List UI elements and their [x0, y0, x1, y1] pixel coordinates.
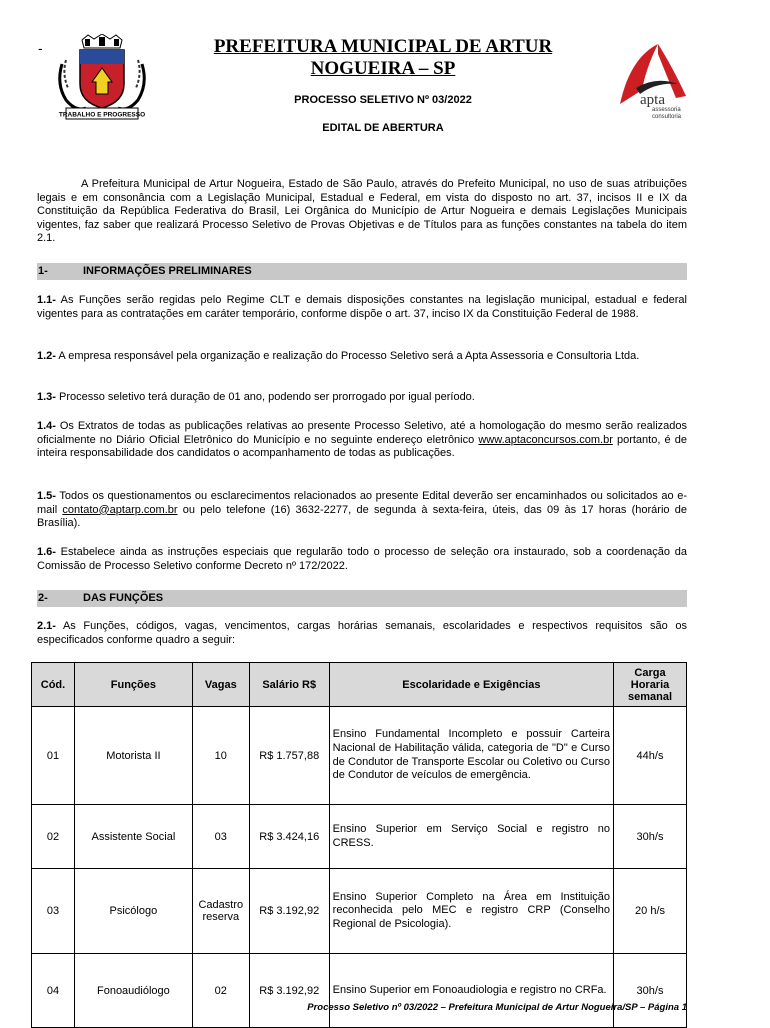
item-1-2: 1.2- A empresa responsável pela organização e realização do Processo Seletivo será a Apta Assessoria e Consultoria Ltda.: [37, 350, 640, 362]
item-2-1: 2.1- As Funções, códigos, vagas, vencimentos, cargas horárias semanais, escolaridades e respectivos requisitos são os especificados conforme quadro a seguir:: [37, 620, 687, 646]
item-1-3: 1.3- Processo seletivo terá duração de 01 ano, podendo ser prorrogado por igual período.: [37, 391, 475, 403]
section-1-label: INFORMAÇÕES PRELIMINARES: [83, 265, 252, 277]
header-cod: Cód.: [32, 663, 75, 707]
functions-table: [31, 662, 687, 1028]
header-vagas: Vagas: [192, 663, 249, 707]
apta-logo-icon: [612, 38, 696, 120]
table-header-row: [32, 663, 687, 707]
item-1-1: 1.1- As Funções serão regidas pelo Regime CLT e demais disposições constantes na legislação municipal, estadual e federal vigentes para as contratações em caráter temporário, conforme dispõe o art. 37, inciso IX da Constituição Federal de 1988.: [37, 294, 687, 320]
section-2-header: [37, 590, 687, 607]
table-row: 04 Fonoaudiólogo 02 R$ 3.192,92 Ensino Superior em Fonoaudiologia e registro no CRFa. 30h/s: [32, 954, 687, 1028]
email-link[interactable]: contato@aptarp.com.br: [62, 503, 178, 516]
title-line-2: NOGUEIRA – SP: [310, 58, 456, 79]
edital-title: EDITAL DE ABERTURA: [322, 122, 444, 134]
section-2-number: 2-: [38, 592, 48, 604]
section-1-number: 1-: [38, 265, 48, 277]
header-salario: Salário R$: [249, 663, 329, 707]
header-dash: -: [38, 40, 43, 56]
section-1-header: [37, 263, 687, 280]
item-1-4: 1.4- Os Extratos de todas as publicações relativas ao presente Processo Seletivo, até a homologação do mesmo serão realizados oficialmente no Diário Oficial Eletrônico do Município e no seguinte endereço eletrônico www.aptaconcursos.com.br portanto, é de inteira responsabilidade dos candidatos o acompanhamento de todas as publicações.: [37, 420, 687, 460]
table-row: 02 Assistente Social 03 R$ 3.424,16 Ensino Superior em Serviço Social e registro no CRESS. 30h/s: [32, 805, 687, 869]
site-link[interactable]: www.aptaconcursos.com.br: [478, 433, 613, 446]
logo-word: apta: [640, 92, 665, 108]
header-funcoes: Funções: [74, 663, 192, 707]
header-escolaridade: Escolaridade e Exigências: [329, 663, 613, 707]
header-carga: Carga Horaria semanal: [614, 663, 687, 707]
municipal-crest-icon: [52, 34, 152, 122]
title-line-1: PREFEITURA MUNICIPAL DE ARTUR: [213, 36, 553, 57]
item-1-6: 1.6- Estabelece ainda as instruções especiais que regularão todo o processo de seleção ora instaurado, sob a coordenação da Comissão de Processo Seletivo conforme Decreto nº 172/2022.: [37, 546, 687, 572]
logo-tagline-2: consultoria: [652, 114, 682, 120]
table-row: 03 Psicólogo Cadastro reserva R$ 3.192,92 Ensino Superior Completo na Área em Instituição reconhecida pelo MEC e registro CRP (Conselho Regional de Psicologia). 20 h/s: [32, 869, 687, 954]
logo-tagline-1: assessoria: [652, 107, 681, 113]
intro-paragraph: A Prefeitura Municipal de Artur Nogueira, Estado de São Paulo, através do Prefeito Municipal, no uso de suas atribuições legais e em consonância com a Legislação Municipal, Estadual e Federal, em vista do disposto no art. 37, incisos II e IX da Constituição da República Federativa do Brasil, Lei Orgânica do Município de Artur Nogueira e demais Legislações Municipais vigentes, faz saber que realizará Processo Seletivo de Provas Objetivas e de Títulos para as funções constantes na tabela do item 2.1.: [37, 178, 687, 245]
section-2-label: DAS FUNÇÕES: [83, 592, 164, 604]
item-1-5: 1.5- Todos os questionamentos ou esclarecimentos relacionados ao presente Edital deverão ser encaminhados ou solicitados ao e-mail contato@aptarp.com.br ou pelo telefone (16) 3632-2277, de segunda à sexta-feira, úteis, das 09 às 17 horas (horário de Brasília).: [37, 490, 687, 530]
page-title: [180, 36, 586, 80]
table-row: 01 Motorista II 10 R$ 1.757,88 Ensino Fundamental Incompleto e possuir Carteira Nacional de Habilitação válida, categoria de "D" e Curso de Condutor de Transporte Escolar ou Coletivo ou Curso de Condutor de veículos de emergência. 44h/s: [32, 707, 687, 805]
crest-motto: TRABALHO E PROGRESSO: [58, 111, 146, 119]
page-footer: Processo Seletivo nº 03/2022 – Prefeitura Municipal de Artur Nogueira/SP – Página 1: [307, 1002, 687, 1013]
process-number: PROCESSO SELETIVO Nº 03/2022: [294, 94, 472, 106]
